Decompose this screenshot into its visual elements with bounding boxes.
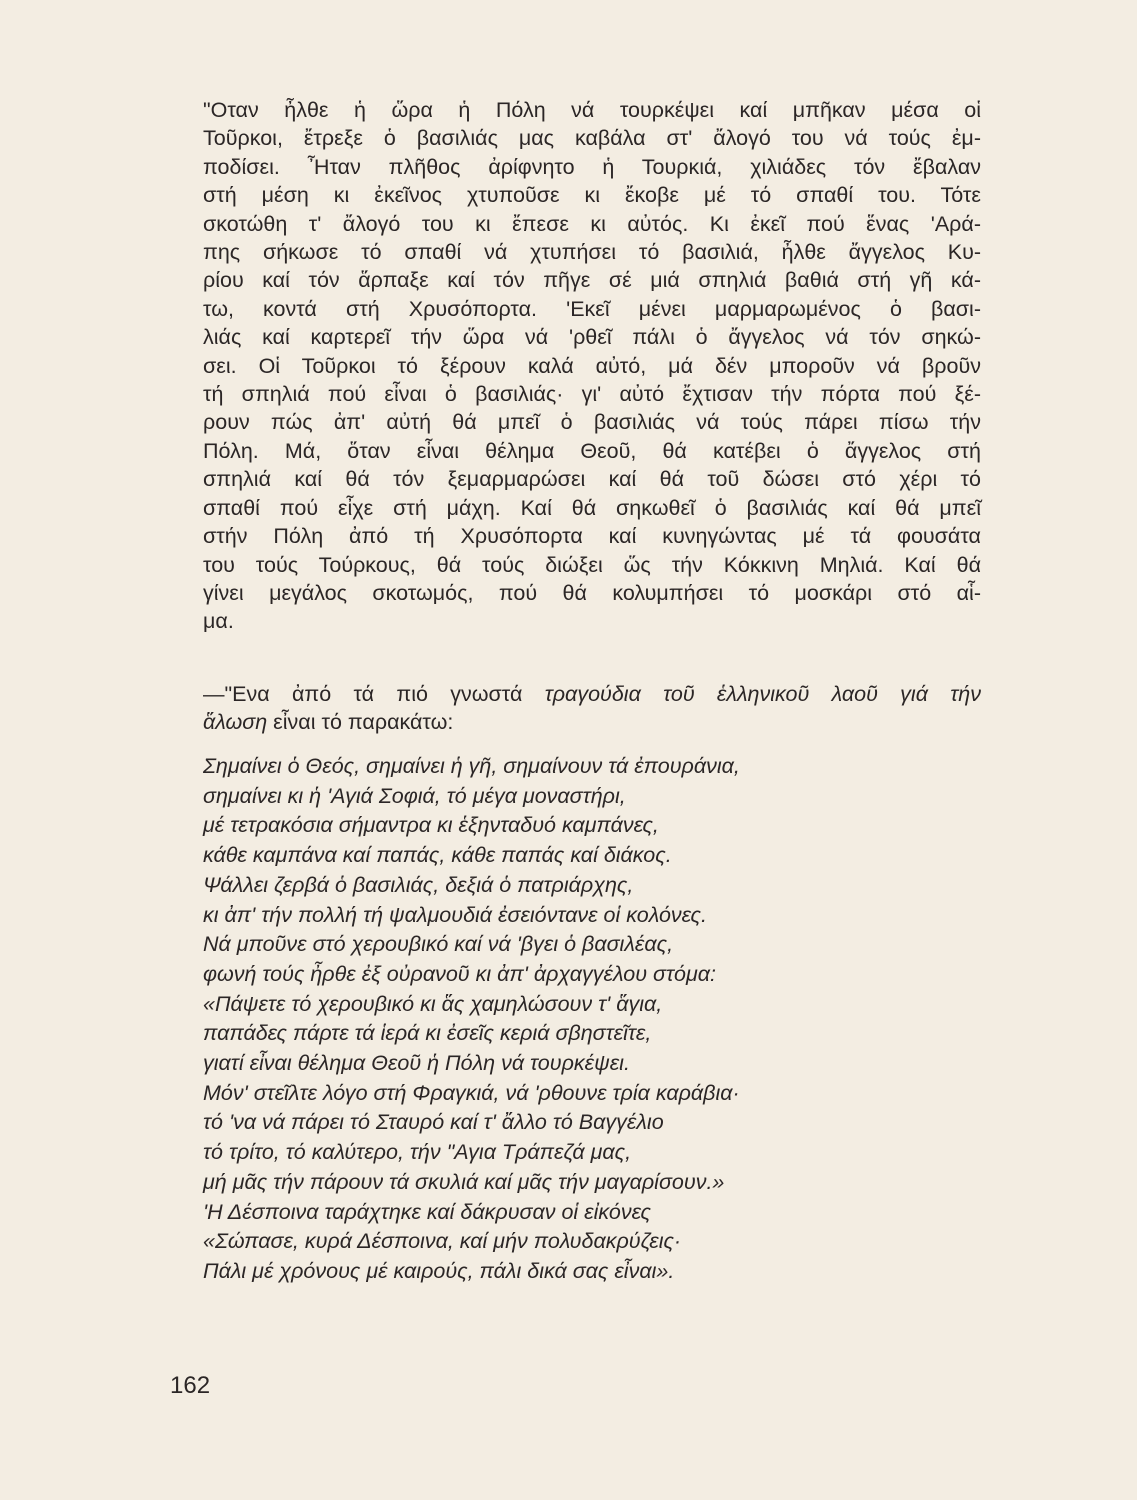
prose-line: σκοτώθη τ' ἄλογό του κι ἔπεσε κι αὐτός. Κι ἐκεῖ πού ἕνας 'Αρά-	[203, 211, 981, 236]
intro-text: εἶναι τό παρακάτω:	[267, 710, 454, 735]
prose-line: σει. Οἱ Τοῦρκοι τό ξέρουν καλά αὐτό, μά δέν μποροῦν νά βροῦν	[203, 353, 981, 378]
poem-verse: κάθε καμπάνα καί παπάς, κάθε παπάς καί διάκος.	[203, 843, 672, 868]
intro-line	[203, 680, 981, 708]
poem-verse: «Πάψετε τό χερουβικό κι ἅς χαμηλώσουν τ' ἅγια,	[203, 991, 663, 1016]
folk-song-poem	[203, 752, 963, 1287]
poem-verse: φωνή τούς ἦρθε ἐξ οὐρανοῦ κι ἀπ' ἀρχαγγέλου στόμα:	[203, 961, 716, 986]
prose-line: ρουν πώς ἀπ' αὐτή θά μπεῖ ὁ βασιλιάς νά τούς πάρει πίσω τήν	[203, 410, 981, 435]
intro-text: —"Ενα ἀπό τά πιό γνωστά	[203, 682, 545, 706]
prose-line: λιάς καί καρτερεῖ τήν ὥρα νά 'ρθεῖ πάλι ὁ ἄγγελος νά τόν σηκώ-	[203, 325, 981, 350]
prose-line: ρίου καί τόν ἅρπαξε καί τόν πῆγε σέ μιά σπηλιά βαθιά στή γῆ κά-	[203, 268, 981, 293]
poem-verse: τό 'να νά πάρει τό Σταυρό καί τ' ἄλλο τό Βαγγέλιο	[203, 1110, 664, 1135]
poem-verse: Σημαίνει ὁ Θεός, σημαίνει ἡ γῆ, σημαίνουν τά ἐπουράνια,	[203, 754, 740, 778]
poem-introduction	[203, 680, 981, 737]
prose-line: του τούς Τούρκους, θά τούς διώξει ὥς τήν Κόκκινη Μηλιά. Καί θά	[203, 552, 981, 577]
prose-line: Πόλη. Μά, ὅταν εἶναι θέλημα Θεοῦ, θά κατέβει ὁ ἄγγελος στή	[203, 438, 981, 463]
prose-line: ποδίσει. Ἦταν πλῆθος ἀρίφνητο ἡ Τουρκιά, χιλιάδες τόν ἔβαλαν	[203, 154, 981, 179]
poem-verse: Πάλι μέ χρόνους μέ καιρούς, πάλι δικά σας εἶναι».	[203, 1258, 675, 1283]
prose-line: μα.	[203, 609, 234, 634]
intro-italic-text: τραγούδια τοῦ ἑλληνικοῦ λαοῦ γιά τήν	[544, 682, 981, 706]
poem-verse: σημαίνει κι ἡ 'Αγιά Σοφιά, τό μέγα μοναστήρι,	[203, 783, 626, 808]
poem-verse: Ψάλλει ζερβά ὁ βασιλιάς, δεξιά ὁ πατριάρχης,	[203, 872, 634, 897]
prose-line: "Οταν ἦλθε ἡ ὥρα ἡ Πόλη νά τουρκέψει καί μπῆκαν μέσα οἱ	[203, 98, 981, 122]
prose-line: τή σπηλιά πού εἶναι ὁ βασιλιάς· γι' αὐτό ἔχτισαν τήν πόρτα πού ξέ-	[203, 382, 981, 407]
poem-verse: παπάδες πάρτε τά ἱερά κι ἐσεῖς κεριά σβηστεῖτε,	[203, 1021, 652, 1046]
poem-verse: μέ τετρακόσια σήμαντρα κι ἑξηνταδυό καμπάνες,	[203, 813, 659, 838]
prose-paragraph	[203, 96, 981, 636]
prose-line: τω, κοντά στή Χρυσόπορτα. 'Εκεῖ μένει μαρμαρωμένος ὁ βασι-	[203, 296, 981, 321]
page-number: 162	[170, 1372, 211, 1399]
intro-italic-text: ἅλωση	[203, 710, 268, 735]
prose-line: στή μέση κι ἐκεῖνος χτυποῦσε κι ἔκοβε μέ τό σπαθί του. Τότε	[203, 183, 981, 208]
poem-verse: τό τρίτο, τό καλύτερο, τήν "Αγια Τράπεζά μας,	[203, 1140, 632, 1165]
poem-verse: κι ἀπ' τήν πολλή τή ψαλμουδιά ἐσειόντανε οἱ κολόνες.	[203, 902, 707, 927]
prose-line: πης σήκωσε τό σπαθί νά χτυπήσει τό βασιλιά, ἦλθε ἄγγελος Κυ-	[203, 240, 981, 265]
poem-verse: Νά μποῦνε στό χερουβικό καί νά 'βγει ὁ βασιλέας,	[203, 932, 674, 957]
prose-line: γίνει μεγάλος σκοτωμός, πού θά κολυμπήσει τό μοσκάρι στό αἷ-	[203, 580, 981, 605]
poem-verse: 'Η Δέσποινα ταράχτηκε καί δάκρυσαν οἱ εἰκόνες	[203, 1199, 651, 1224]
poem-verse: γιατί εἶναι θέλημα Θεοῦ ἡ Πόλη νά τουρκέψει.	[203, 1051, 630, 1076]
prose-line: Τοῦρκοι, ἔτρεξε ὁ βασιλιάς μας καβάλα στ' ἄλογό του νά τούς ἐμ-	[203, 126, 981, 151]
poem-verse: μή μᾶς τήν πάρουν τά σκυλιά καί μᾶς τήν μαγαρίσουν.»	[203, 1169, 725, 1194]
poem-verse: Μόν' στεῖλτε λόγο στή Φραγκιά, νά 'ρθουνε τρία καράβια·	[203, 1080, 740, 1105]
prose-line: σπαθί πού εἶχε στή μάχη. Καί θά σηκωθεῖ ὁ βασιλιάς καί θά μπεῖ	[203, 495, 981, 520]
poem-verse: «Σώπασε, κυρά Δέσποινα, καί μήν πολυδακρύζεις·	[203, 1229, 682, 1254]
intro-line	[203, 708, 981, 736]
prose-line: στήν Πόλη ἀπό τή Χρυσόπορτα καί κυνηγώντας μέ τά φουσάτα	[203, 524, 981, 549]
prose-line: σπηλιά καί θά τόν ξεμαρμαρώσει καί θά τοῦ δώσει στό χέρι τό	[203, 467, 981, 492]
